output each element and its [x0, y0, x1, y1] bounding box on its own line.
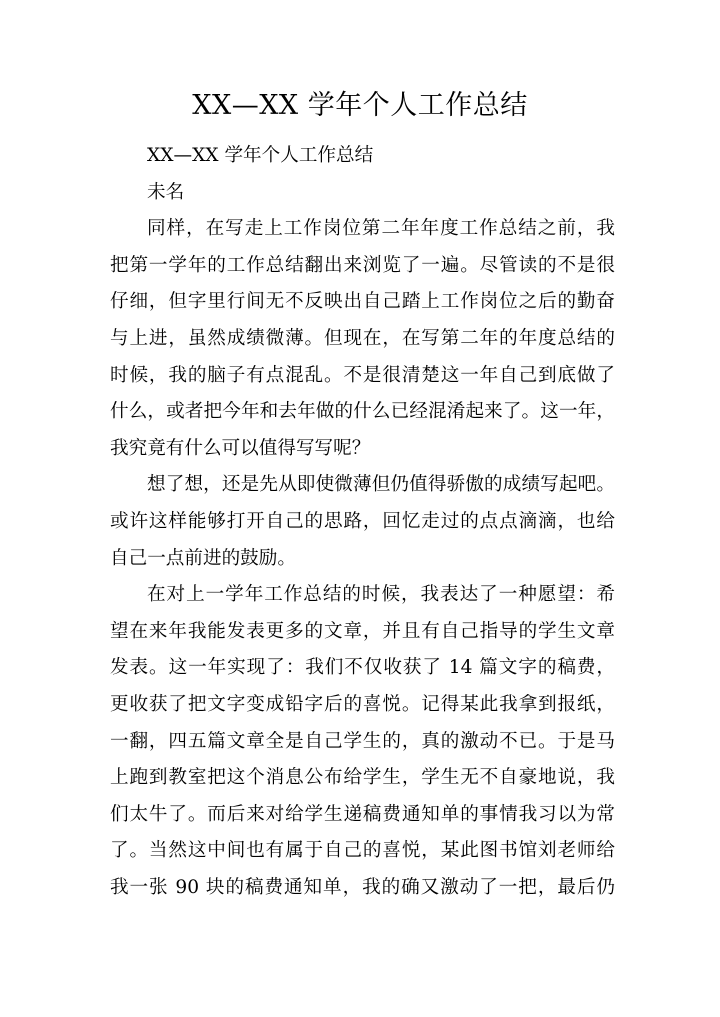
paragraph-line: 时候，我的脑子有点混乱。不是很清楚这一年自己到底做了 — [110, 364, 615, 386]
paragraph-line: 我究竟有什么可以值得写写呢？ — [110, 437, 371, 459]
paragraph-line: 上跑到教室把这个消息公布给学生，学生无不自豪地说，我 — [110, 767, 615, 789]
paragraph-line: 了。当然这中间也有属于自己的喜悦，某此图书馆刘老师给 — [110, 840, 615, 862]
paragraph-line: 们太牛了。而后来对给学生递稿费通知单的事情我习以为常 — [110, 803, 615, 825]
paragraph-line: 自己一点前进的鼓励。 — [110, 547, 296, 569]
document-title: XX—XX 学年个人工作总结 — [192, 90, 528, 121]
document-body — [110, 138, 615, 906]
paragraph-line: 什么，或者把今年和去年做的什么已经混淆起来了。这一年， — [110, 401, 615, 423]
paragraph-line: 同样，在写走上工作岗位第二年年度工作总结之前，我 — [147, 218, 615, 240]
paragraph-line: 或许这样能够打开自己的思路，回忆走过的点点滴滴，也给 — [110, 510, 615, 532]
document-subtitle: XX—XX 学年个人工作总结 — [147, 145, 374, 166]
paragraph-line: 发表。这一年实现了：我们不仅收获了 14 篇文字的稿费， — [110, 657, 615, 679]
paragraph-2 — [110, 467, 615, 577]
paragraph-line: 在对上一学年工作总结的时候，我表达了一种愿望：希 — [147, 584, 615, 606]
document-author: 未名 — [147, 181, 185, 203]
paragraph-line: 想了想，还是先从即使微薄但仍值得骄傲的成绩写起吧。 — [147, 474, 615, 496]
paragraph-line: 更收获了把文字变成铅字后的喜悦。记得某此我拿到报纸， — [110, 693, 615, 715]
paragraph-line: 把第一学年的工作总结翻出来浏览了一遍。尽管读的不是很 — [110, 254, 615, 276]
paragraph-line: 一翻，四五篇文章全是自己学生的，真的激动不已。于是马 — [110, 730, 615, 752]
paragraph-3 — [110, 577, 615, 906]
paragraph-line: 望在来年我能发表更多的文章，并且有自己指导的学生文章 — [110, 620, 615, 642]
paragraph-line: 与上进，虽然成绩微薄。但现在，在写第二年的年度总结的 — [110, 327, 615, 349]
paragraph-line: 我一张 90 块的稿费通知单，我的确又激动了一把，最后仍 — [110, 876, 615, 898]
paragraph-1 — [110, 211, 615, 467]
paragraph-line: 仔细，但字里行间无不反映出自己踏上工作岗位之后的勤奋 — [110, 291, 615, 313]
